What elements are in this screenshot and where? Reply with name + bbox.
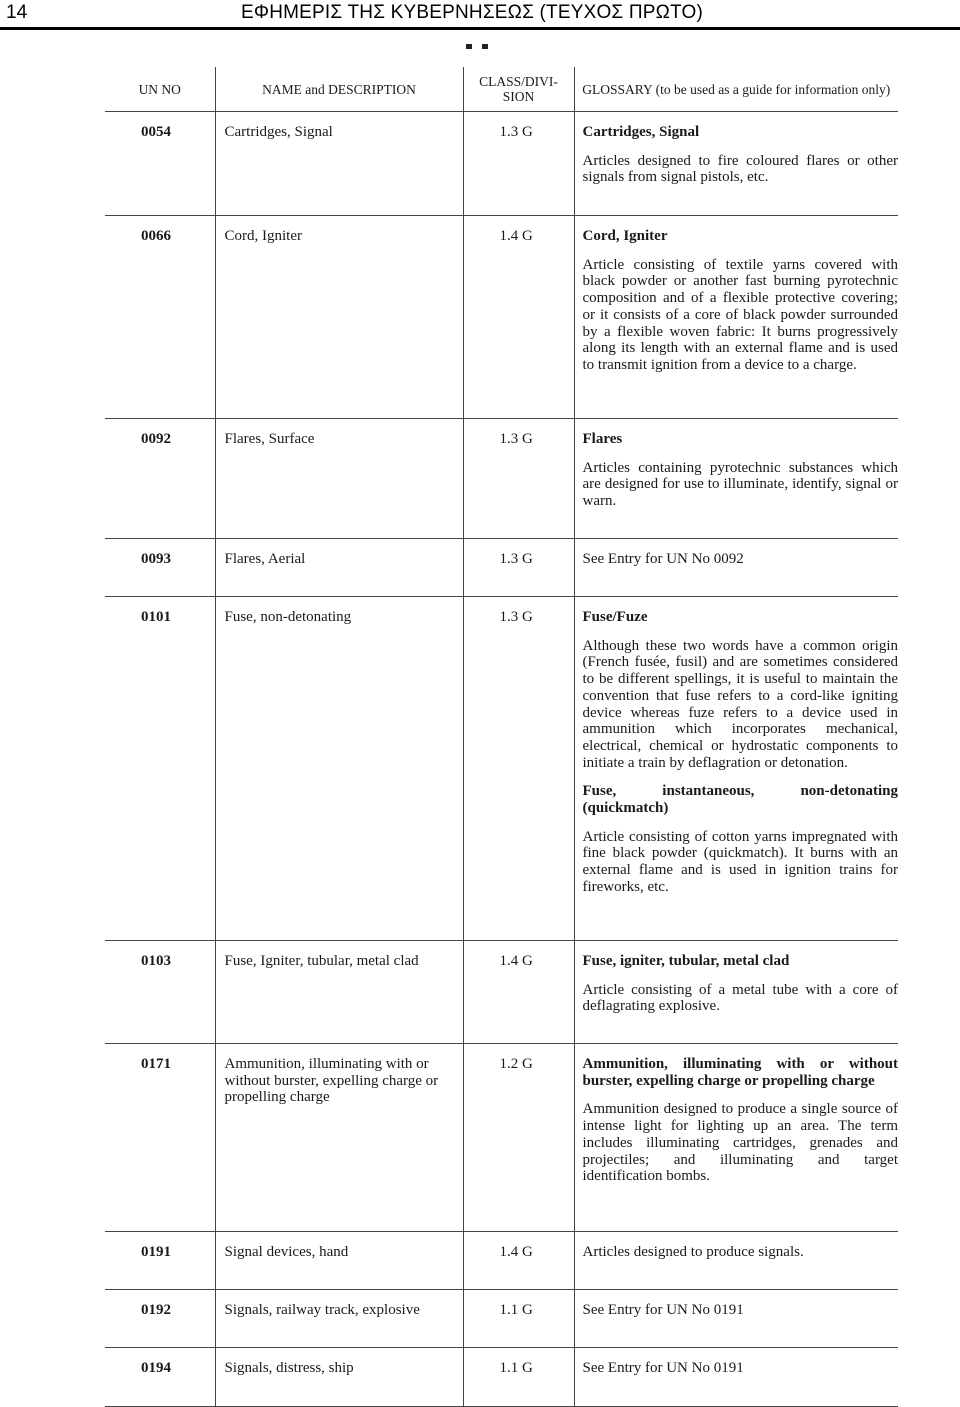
page-number: 14 — [6, 2, 28, 23]
name-cell: Flares, Surface — [215, 419, 463, 539]
class-cell: 1.4 G — [463, 216, 574, 419]
glossary-text: See Entry for UN No 0191 — [582, 1302, 744, 1318]
name-cell: Cord, Igniter — [215, 216, 463, 419]
name-cell: Cartridges, Signal — [215, 112, 463, 216]
glossary-term: Cord, Igniter — [582, 228, 668, 244]
name-cell: Ammunition, illuminating with or without burster, expelling charge or propelling charge — [215, 1044, 463, 1232]
gazette-header — [0, 0, 960, 30]
name-cell: Fuse, non-detonating — [215, 597, 463, 941]
un-cell: 0101 — [105, 597, 215, 941]
table-row — [105, 419, 898, 539]
table-row — [105, 539, 898, 597]
name-cell: Signal devices, hand — [215, 1232, 463, 1290]
glossary-cell — [574, 1348, 898, 1407]
un-cell: 0103 — [105, 941, 215, 1044]
glossary-text: See Entry for UN No 0191 — [582, 1360, 744, 1376]
table-row — [105, 112, 898, 216]
table-row — [105, 1232, 898, 1290]
glossary-cell — [574, 1232, 898, 1290]
glossary-term: Cartridges, Signal — [582, 124, 700, 140]
table-row — [105, 216, 898, 419]
gazette-title: ΕΦΗΜΕΡΙΣ ΤΗΣ ΚΥΒΕΡΝΗΣΕΩΣ (ΤΕΥΧΟΣ ΠΡΩΤΟ) — [241, 2, 704, 23]
glossary-term: Fuse/Fuze — [582, 609, 648, 625]
class-cell: 1.3 G — [463, 112, 574, 216]
name-cell: Signals, distress, ship — [215, 1348, 463, 1407]
class-cell: 1.1 G — [463, 1290, 574, 1348]
glossary-term: Fuse, igniter, tubular, metal clad — [582, 953, 790, 969]
class-cell: 1.3 G — [463, 539, 574, 597]
table-row — [105, 1044, 898, 1232]
table-row — [105, 597, 898, 941]
glossary-term: Ammunition, illuminating with or without burster, expelling charge or propelling charge — [582, 1056, 898, 1089]
un-cell: 0192 — [105, 1290, 215, 1348]
class-cell: 1.2 G — [463, 1044, 574, 1232]
glossary-term: Fuse, instantaneous, non-detonating (quickmatch) — [582, 783, 898, 817]
glossary-text: Although these two words have a common origin (French fusée, fusil) and are sometimes considered to be different spellings, it is useful to maintain the convention that fuse refers to a cord-like igniting device whereas fuze refers to a device used in ammunition which incorporates mechanical, electrical, chemical or hydrostatic components to initiate a train by deflagration or detonation. — [582, 637, 898, 771]
glossary-text: Ammunition designed to produce a single source of intense light for lighting up an area. The term includes illuminating cartridges, grenades and projectiles; and illuminating and target identification bombs. — [582, 1101, 898, 1185]
column-header-class: CLASS/DIVI-SION — [463, 67, 574, 112]
un-cell: 0194 — [105, 1348, 215, 1407]
glossary-text: Article consisting of cotton yarns impregnated with fine black powder (quickmatch). It burns with an external flame and is used in ignition trains for fireworks, etc. — [582, 828, 898, 895]
table-row — [105, 941, 898, 1044]
glossary-cell — [574, 597, 898, 941]
glossary-text: Articles designed to produce signals. — [582, 1244, 804, 1260]
name-cell: Fuse, Igniter, tubular, metal clad — [215, 941, 463, 1044]
table-body — [105, 112, 898, 1407]
glossary-text: Articles designed to fire coloured flares or other signals from signal pistols, etc. — [582, 152, 898, 186]
name-cell: Signals, railway track, explosive — [215, 1290, 463, 1348]
un-cell: 0171 — [105, 1044, 215, 1232]
glossary-cell — [574, 1044, 898, 1232]
column-header-glossary: GLOSSARY (to be used as a guide for information only) — [574, 67, 898, 112]
glossary-cell — [574, 216, 898, 419]
glossary-text: See Entry for UN No 0092 — [582, 551, 744, 567]
glossary-cell — [574, 1290, 898, 1348]
table-row — [105, 1348, 898, 1407]
class-cell: 1.4 G — [463, 1232, 574, 1290]
glossary-text: Articles containing pyrotechnic substances which are designed for use to illuminate, identify, signal or warn. — [582, 459, 898, 510]
un-cell: 0054 — [105, 112, 215, 216]
class-cell: 1.4 G — [463, 941, 574, 1044]
glossary-text: Article consisting of a metal tube with a core of deflagrating explosive. — [582, 981, 898, 1015]
glossary-text: Article consisting of textile yarns covered with black powder or another fast burning pyrotechnic composition and of a flexible protective covering; or it consists of a core of black powder surrounded by a flexible woven fabric: It burns progressively along its length with an external flame and is used to transmit ignition from a device to a charge. — [582, 256, 898, 373]
glossary-cell — [574, 112, 898, 216]
glossary-term: Flares — [582, 431, 623, 447]
dangerous-goods-table — [105, 67, 898, 1407]
un-cell: 0092 — [105, 419, 215, 539]
un-cell: 0066 — [105, 216, 215, 419]
un-cell: 0093 — [105, 539, 215, 597]
glossary-cell — [574, 419, 898, 539]
class-cell: 1.3 G — [463, 597, 574, 941]
un-cell: 0191 — [105, 1232, 215, 1290]
class-cell: 1.1 G — [463, 1348, 574, 1407]
scan-artifact-mark — [464, 44, 496, 49]
class-cell: 1.3 G — [463, 419, 574, 539]
column-header-name: NAME and DESCRIPTION — [215, 67, 463, 112]
table-row — [105, 1290, 898, 1348]
glossary-cell — [574, 941, 898, 1044]
table-header-row — [105, 67, 898, 112]
glossary-cell — [574, 539, 898, 597]
column-header-un-no: UN NO — [105, 67, 215, 112]
name-cell: Flares, Aerial — [215, 539, 463, 597]
header-rule — [0, 27, 960, 30]
